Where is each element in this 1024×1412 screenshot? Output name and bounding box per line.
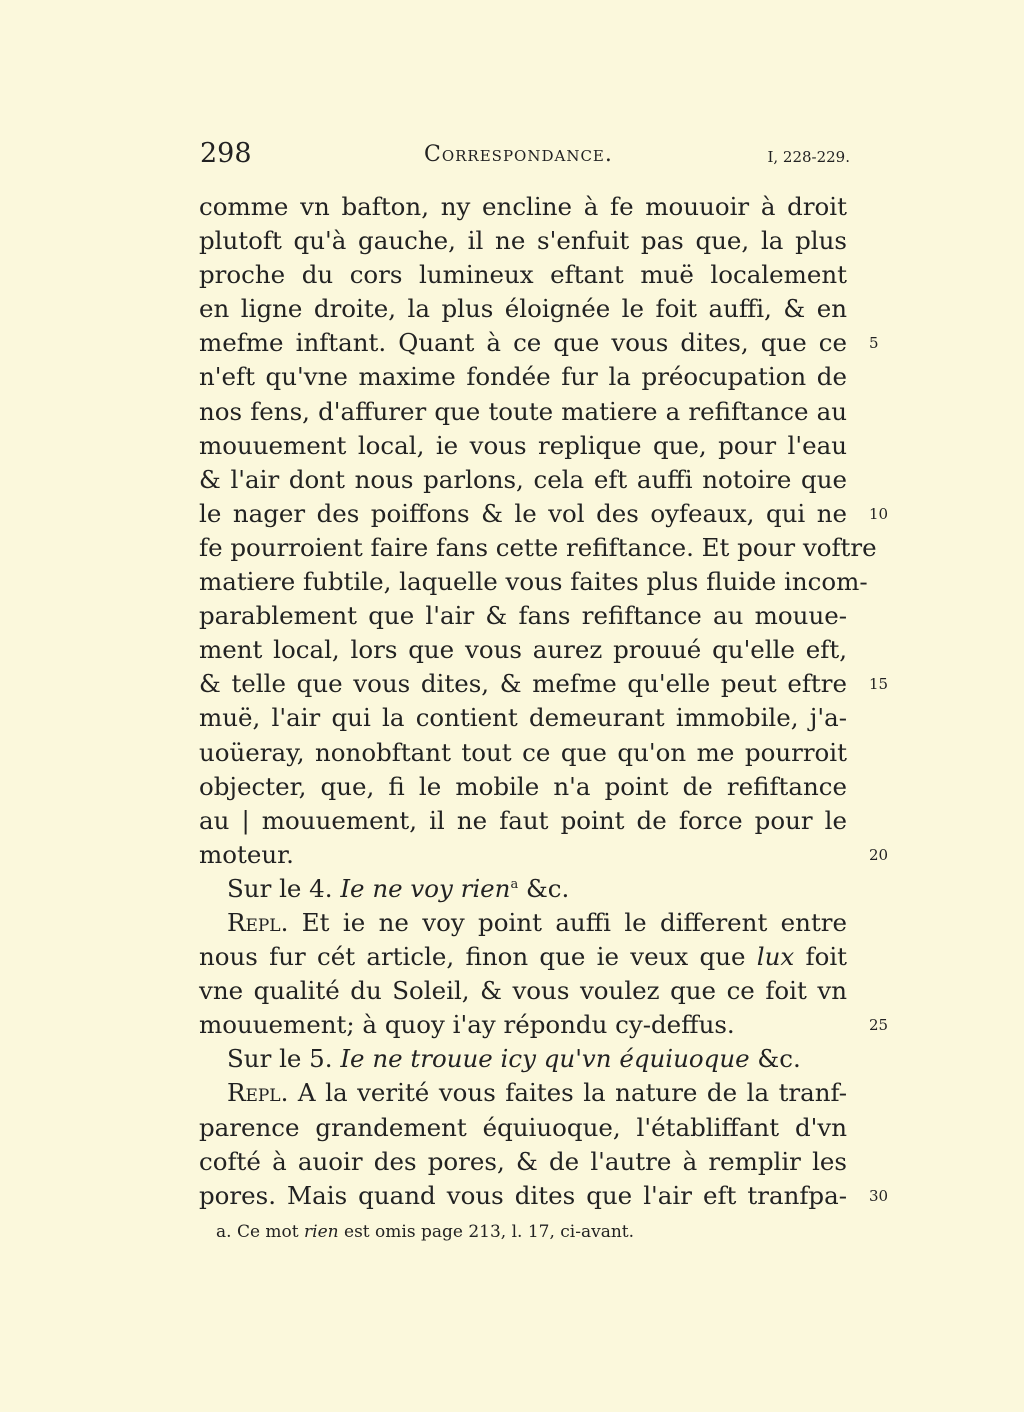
section-heading-5: Sur le 5. Ie ne trouue icy qu'vn équiuoque &c. — [227, 1044, 801, 1074]
text-line: nous fur cét article, finon que ie veux que lux foit — [199, 942, 848, 972]
text-line: objecter, que, fi le mobile n'a point de refiftance — [199, 771, 847, 801]
text-line: parablement que l'air & fans refiftance au mouue- — [199, 601, 847, 631]
footnote: a. Ce mot rien est omis page 213, l. 17, ci-avant. — [216, 1222, 635, 1242]
text-line: muë, l'air qui la contient demeurant immobile, j'a- — [199, 703, 847, 733]
running-title: Correspondance. — [424, 142, 613, 167]
page-header — [200, 138, 850, 178]
line-number: 30 — [869, 1186, 889, 1205]
section-heading-4: Sur le 4. Ie ne voy rien$^a$ &c. — [227, 873, 570, 903]
text-line: en ligne droite, la plus éloignée le foit auffi, & en — [199, 294, 847, 324]
text-line: Repl. Et ie ne voy point auffi le different entre — [227, 907, 848, 937]
text-line: proche du cors lumineux eftant muë localement — [199, 260, 847, 290]
text-line: Repl. A la verité vous faites la nature de la tranf- — [227, 1078, 847, 1108]
line-number: 5 — [869, 334, 879, 353]
text-line: & l'air dont nous parlons, cela eft auffi notoire que — [199, 464, 847, 494]
line-number: 15 — [869, 675, 889, 694]
text-line: pores. Mais quand vous dites que l'air eft tranfpa- 30 — [199, 1179, 847, 1213]
text-line: cofté à auoir des pores, & de l'autre à remplir les — [199, 1146, 847, 1176]
text-line: vne qualité du Soleil, & vous voulez que ce foit vn — [199, 976, 847, 1006]
text-line: & telle que vous dites, & mefme qu'elle peut eftre 15 — [199, 667, 847, 701]
text-line: n'eft qu'vne maxime fondée fur la préocupation de — [199, 362, 847, 392]
line-number: 25 — [869, 1016, 889, 1035]
text-line: nos fens, d'affurer que toute matiere a refiftance au — [199, 396, 847, 426]
line-number: 10 — [869, 504, 889, 523]
line-number: 20 — [869, 845, 889, 864]
page-number: 298 — [200, 138, 252, 169]
volume-reference: I, 228-229. — [767, 148, 850, 166]
text-line: plutoft qu'à gauche, il ne s'enfuit pas que, la plus — [199, 226, 847, 256]
text-line: au | mouuement, il ne faut point de force pour le — [199, 805, 847, 835]
text-line: fe pourroient faire fans cette refiftance. Et pour voftre — [199, 532, 877, 562]
text-line: parence grandement équiuoque, l'établiffant d'vn — [199, 1112, 847, 1142]
text-line: matiere fubtile, laquelle vous faites plus fluide incom- — [199, 567, 868, 597]
text-line: moteur. 20 — [199, 838, 847, 872]
text-line: comme vn bafton, ny encline à fe mouuoir à droit — [199, 192, 847, 221]
text-line: le nager des poiffons & le vol des oyfeaux, qui ne 10 — [199, 497, 847, 531]
text-line: mefme inftant. Quant à ce que vous dites, que ce 5 — [199, 326, 847, 360]
text-line: mouuement; à quoy i'ay répondu cy-deffus. 25 — [199, 1008, 847, 1042]
text-line: uoüeray, nonobftant tout ce que qu'on me pourroit — [199, 737, 847, 767]
text-line: ment local, lors que vous aurez prouué qu'elle eft, — [199, 635, 847, 665]
body-text — [199, 190, 889, 1213]
text-line: mouuement local, ie vous replique que, pour l'eau — [199, 430, 847, 460]
